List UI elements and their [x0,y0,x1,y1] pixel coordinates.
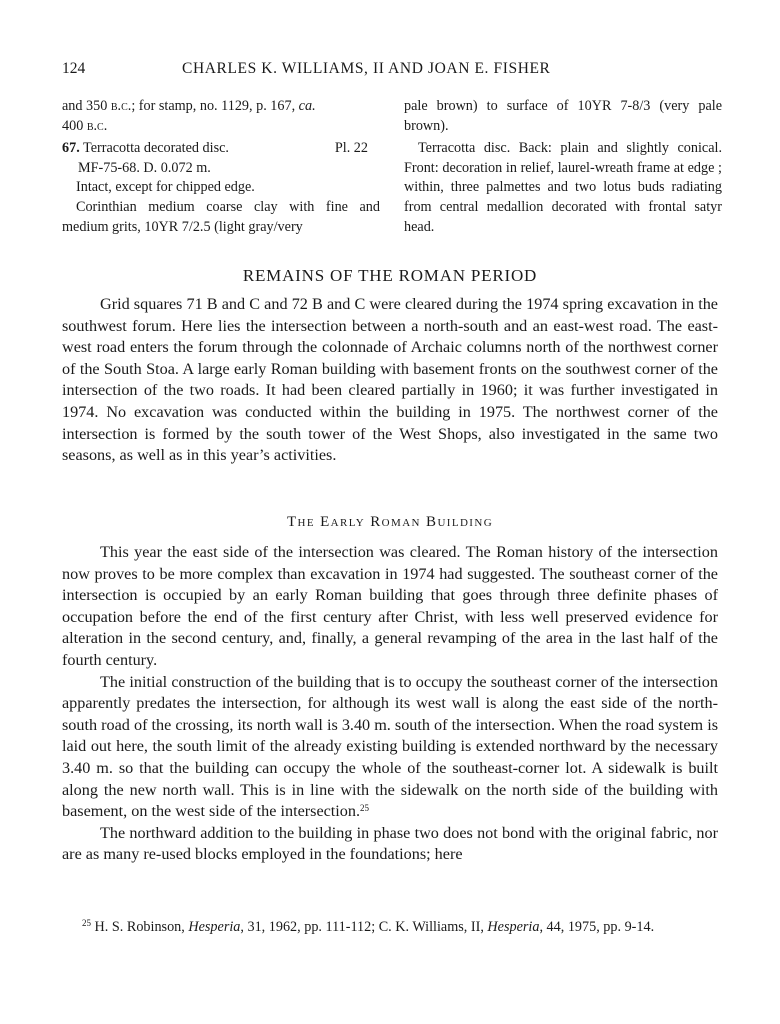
catalogue-right-column [404,97,722,237]
paragraph: The northward addition to the building in phase two does not bond with the original fabric, nor are as many re-used blocks employed in the foundations; here [62,823,718,864]
catalogue-entry-title: 67. Terracotta decorated disc. Pl. 22 [62,139,380,159]
object-description: Terracotta disc. Back: plain and slightly conical. Front: decoration in relief, laurel-wreath frame at edge ; within, three palmettes and two lotus buds radiating from central medallion decorated with frontal satyr head. [404,140,722,235]
plate-reference: Pl. 22 [334,140,368,157]
condition-line: Intact, except for chipped edge. [76,179,255,196]
paragraph: This year the east side of the intersection was cleared. The Roman history of the intersection now proves to be more complex than excavation in 1974 had suggested. The southeast corner of the intersection is occupied by an early Roman building that goes through three definite phases of occupation before the end of the first century after Christ, with less well preserved evidence for alteration in the second century, and, finally, a general revamping of the area in the last half of the fourth century. [62,543,718,669]
running-header [62,60,718,82]
section-early-roman-building-body [62,542,718,866]
footnote: $^{25}$ H. S. Robinson, Hesperia, 31, 1962, pp. 111-112; C. K. Williams, II, Hesperia, 44, 1975, pp. 9-14. [82,918,655,935]
running-title: CHARLES K. WILLIAMS, II AND JOAN E. FISHER [182,60,551,77]
footnote-number: 25 [82,918,91,928]
footnote-marker: 25 [360,803,370,814]
catalogue-number: 67. [62,140,80,157]
inventory-line: MF-75-68. D. 0.072 m. [78,159,211,176]
clay-description: Corinthian medium coarse clay with fine and medium grits, 10YR 7/2.5 (light gray/very [62,198,380,235]
paragraph: The initial construction of the building that is to occupy the southeast corner of the intersection apparently predates the intersection, for although its west wall is along the east side of the north-south road of the crossing, its north wall is 3.40 m. south of the intersection. When the road system is laid out here, the south limit of the already existing building is extended northward by the necessary 3.40 m. so that the building can occupy the whole of the southeast-corner lot. A sidewalk is built along the new north wall. This is in line with the sidewalk on the north side of the building with basement, on the west side of the intersection.$^{25}$ [62,672,718,821]
page-number: 124 [62,60,86,77]
section-heading-roman-period: REMAINS OF THE ROMAN PERIOD [242,266,538,285]
catalogue-left-column [62,97,380,237]
paragraph: Grid squares 71 B and C and 72 B and C were cleared during the 1974 spring excavation in the southwest forum. Here lies the intersection between a north-south and an east-west road. The east-west road enters the forum through the colonnade of Archaic columns north of the northwest corner of the South Stoa. A large early Roman building with basement fronts on the southwest corner of the intersection of the two roads. It had been cleared partially in 1960; it was further investigated in 1974. No excavation was conducted within the building in 1975. The northwest corner of the intersection is formed by the south tower of the West Shops, also investigated in the same two seasons, as well as in this year’s activities. [62,295,718,465]
subsection-heading-early-roman-building: The Early Roman Building [286,514,494,530]
section-roman-period-body [62,294,718,467]
clay-description-continued: pale brown) to surface of 10YR 7-8/3 (very pale brown). [404,98,722,134]
catalogue-continuation: and 350 b.c.; for stamp, no. 1129, p. 167, ca. 400 b.c. [62,98,316,134]
